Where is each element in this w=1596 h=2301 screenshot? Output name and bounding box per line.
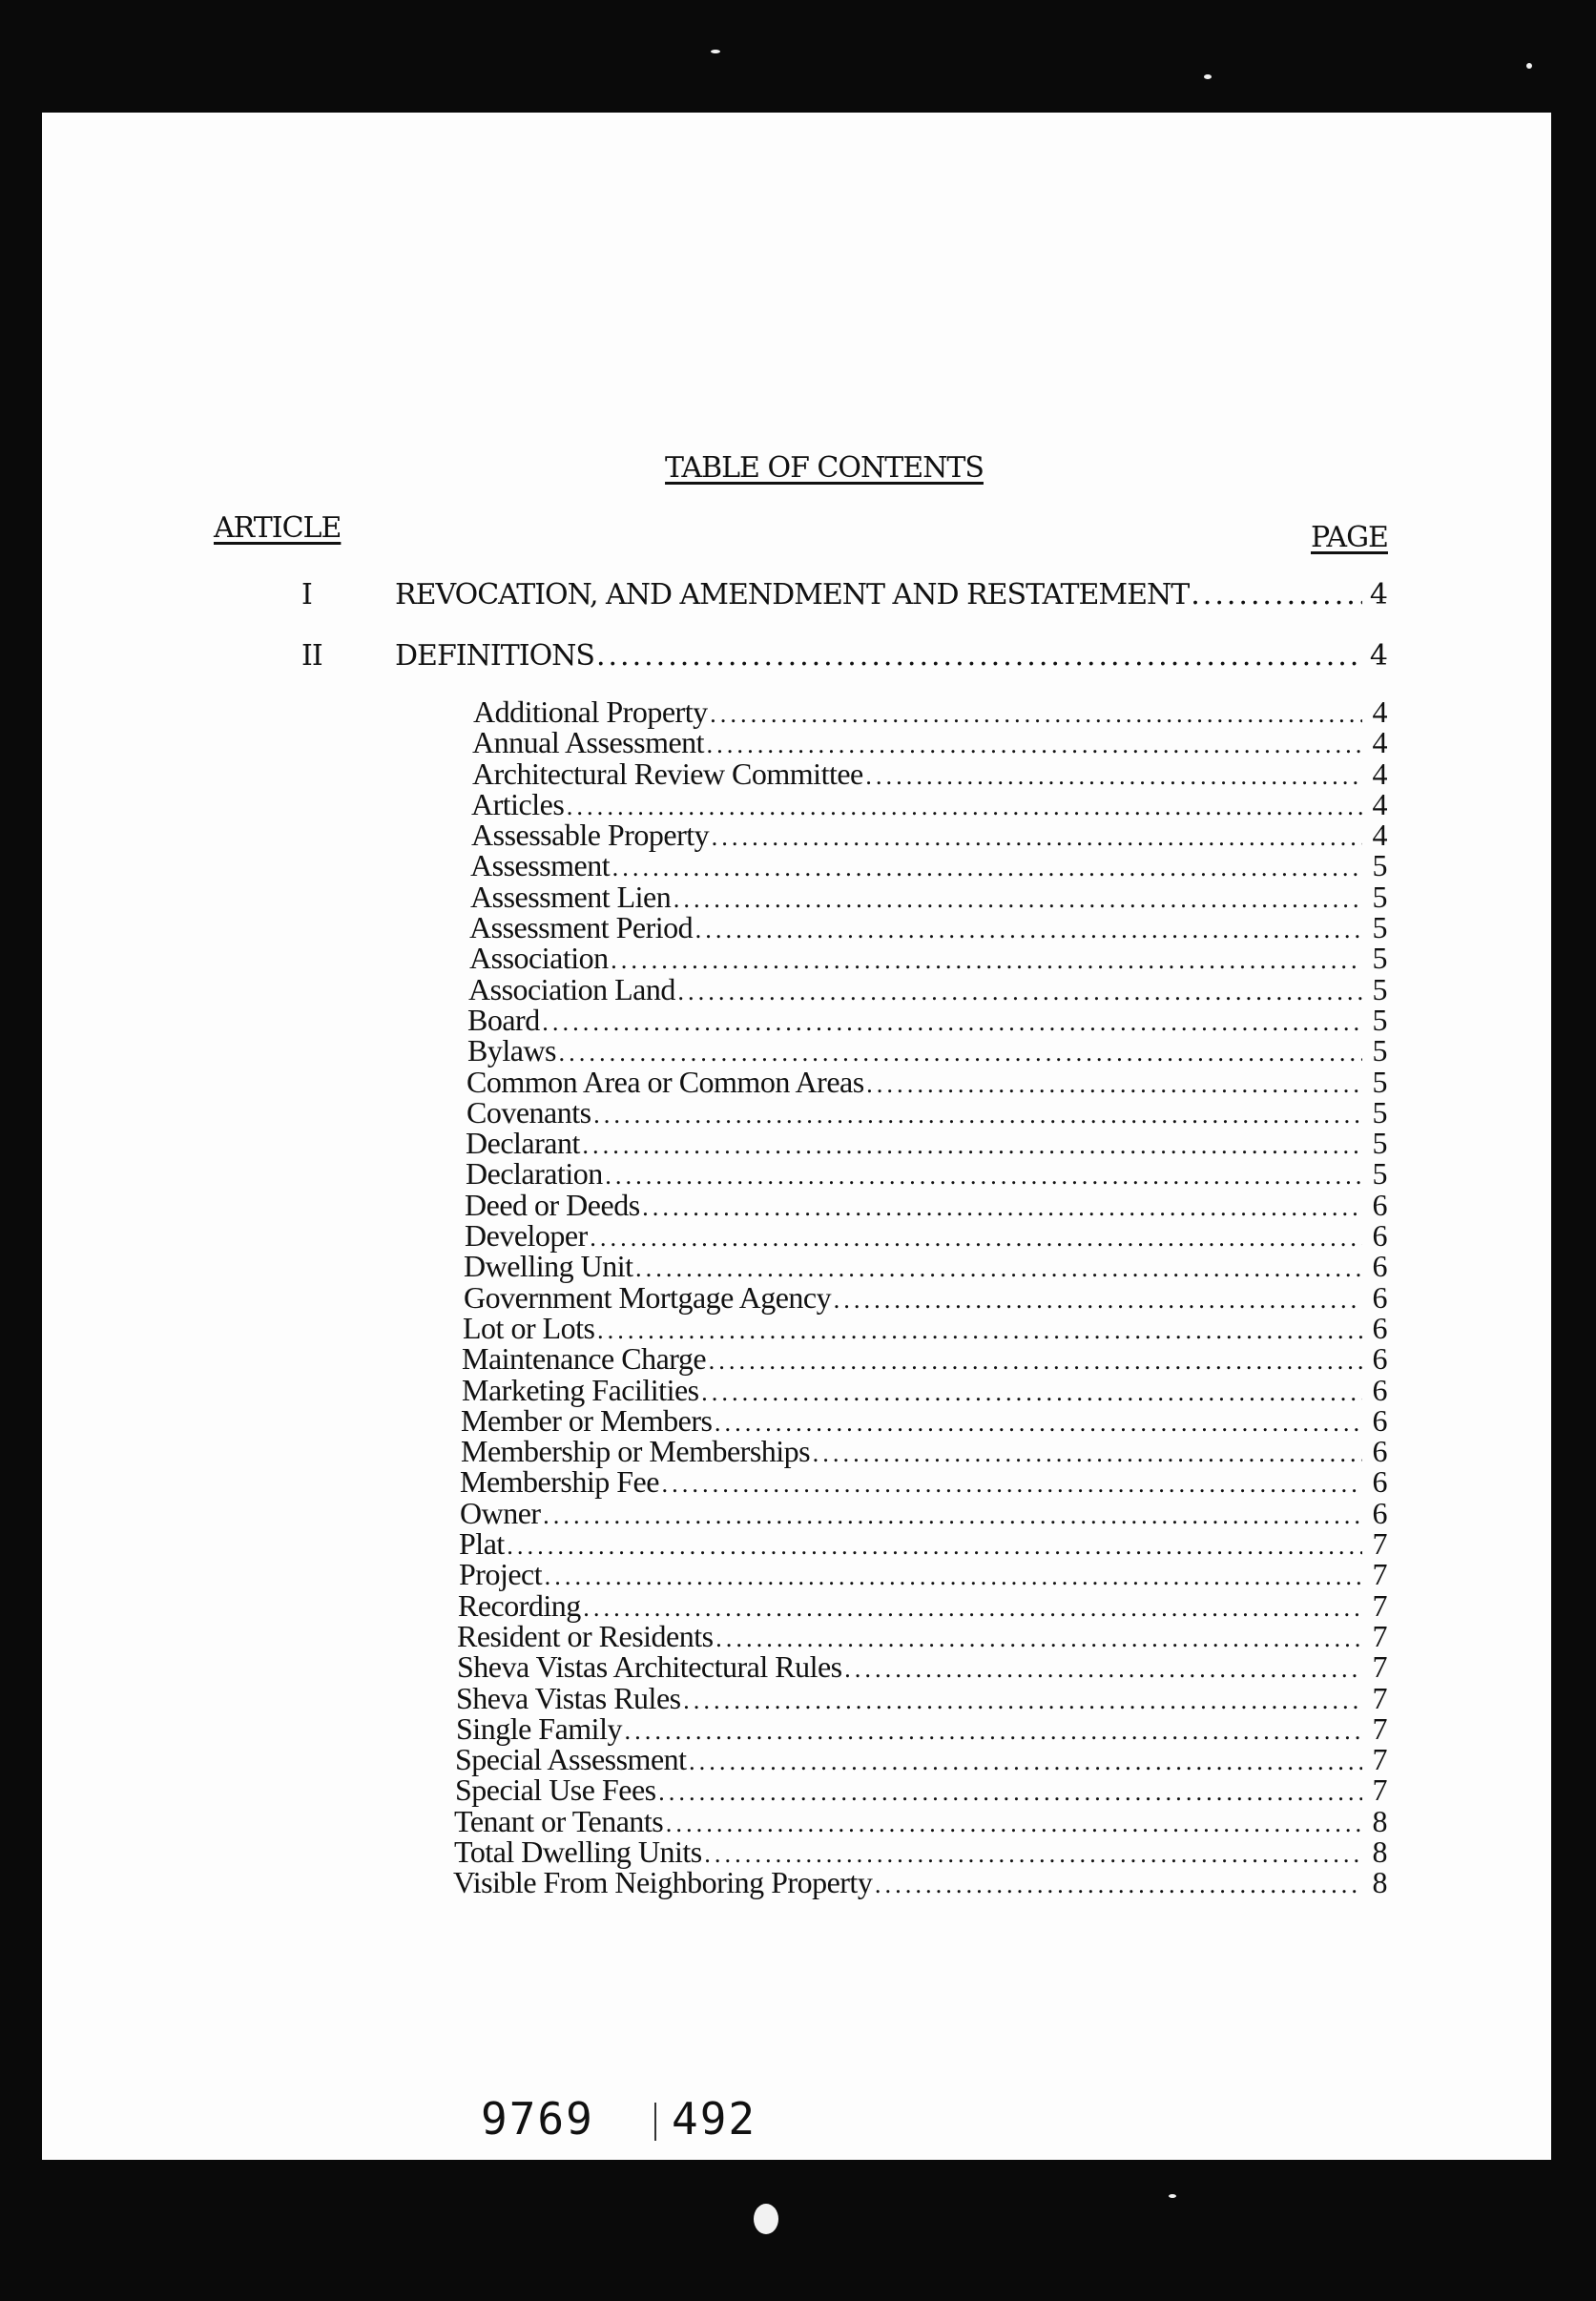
definition-row [473, 696, 1387, 727]
dot-leader [596, 1316, 1362, 1346]
definition-page: 5 [1372, 1094, 1387, 1130]
definition-page: 5 [1372, 848, 1387, 883]
definition-label: Marketing Facilities [462, 1372, 699, 1407]
definition-label: Special Use Fees [455, 1772, 656, 1808]
definition-page: 7 [1372, 1680, 1387, 1715]
definition-label: Member or Members [461, 1402, 713, 1438]
definition-label: Association [469, 941, 609, 976]
dot-leader [624, 1716, 1362, 1747]
definition-label: Membership or Memberships [461, 1434, 811, 1469]
definition-page: 6 [1372, 1402, 1387, 1438]
definition-page: 7 [1372, 1742, 1387, 1777]
dot-leader [642, 1192, 1362, 1223]
definition-row [460, 1495, 1387, 1530]
definition-label: Annual Assessment [472, 725, 705, 760]
definition-label: Membership Fee [460, 1464, 659, 1500]
definition-page: 8 [1372, 1865, 1387, 1900]
definition-page: 4 [1372, 694, 1387, 729]
definition-row [459, 1526, 1387, 1562]
article-row [42, 578, 1387, 616]
definition-page: 5 [1372, 1064, 1387, 1099]
definition-page: 6 [1372, 1218, 1387, 1254]
definition-row [455, 1742, 1387, 1777]
definition-page: 7 [1372, 1587, 1387, 1623]
document-number-right: 492 [672, 2093, 757, 2145]
definition-page: 6 [1372, 1279, 1387, 1315]
definition-label: Deed or Deeds [465, 1187, 640, 1222]
definition-row [467, 1002, 1387, 1037]
number-separator [654, 2103, 656, 2141]
article-number: I [301, 578, 312, 612]
definition-row [458, 1587, 1387, 1623]
definition-row [454, 1836, 1387, 1867]
dot-leader [665, 1809, 1362, 1839]
dot-leader [677, 977, 1362, 1007]
definition-row [462, 1372, 1387, 1407]
dot-leader [701, 1378, 1362, 1408]
definition-page: 5 [1372, 879, 1387, 914]
dot-leader [661, 1469, 1362, 1500]
definition-row [461, 1402, 1387, 1438]
definition-row [466, 1126, 1387, 1161]
article-page: 4 [1369, 639, 1387, 673]
definition-row [463, 1310, 1387, 1345]
definition-row [466, 1156, 1387, 1192]
article-number: II [301, 639, 322, 673]
dot-leader [711, 822, 1362, 853]
dot-leader [544, 1562, 1362, 1592]
dot-leader [683, 1686, 1362, 1716]
definition-row [457, 1618, 1387, 1653]
definition-label: Plat [459, 1526, 505, 1562]
dot-leader [694, 915, 1362, 945]
definition-page: 6 [1372, 1187, 1387, 1222]
definition-page: 6 [1372, 1341, 1387, 1377]
definition-page: 7 [1372, 1526, 1387, 1562]
article-row [42, 639, 1387, 677]
definition-page: 5 [1372, 1002, 1387, 1037]
definition-label: Tenant or Tenants [454, 1803, 664, 1838]
dot-leader [590, 1223, 1362, 1254]
dot-leader [542, 1007, 1362, 1038]
definition-row [460, 1464, 1387, 1500]
scan-speck [754, 2204, 778, 2234]
dot-leader [582, 1130, 1362, 1161]
definition-page: 4 [1372, 725, 1387, 760]
definition-page: 7 [1372, 1649, 1387, 1685]
document-number-left: 9769 [481, 2093, 594, 2145]
definition-page: 5 [1372, 1033, 1387, 1068]
dot-leader [611, 853, 1362, 883]
definition-row [466, 1064, 1387, 1099]
definition-row [472, 725, 1387, 760]
definition-row [453, 1865, 1387, 1900]
definition-label: Declaration [466, 1156, 603, 1192]
definition-label: Assessment Period [469, 910, 694, 945]
definition-label: Developer [465, 1218, 588, 1254]
dot-leader [874, 1870, 1362, 1900]
definition-label: Covenants [466, 1094, 591, 1130]
definition-page: 6 [1372, 1372, 1387, 1407]
scan-speck [1204, 74, 1212, 79]
definition-label: Resident or Residents [457, 1618, 714, 1653]
definition-row [471, 786, 1387, 821]
definition-label: Common Area or Common Areas [466, 1064, 864, 1099]
dot-leader [1191, 578, 1362, 612]
definition-page: 6 [1372, 1464, 1387, 1500]
dot-leader [605, 1161, 1362, 1192]
definition-page: 5 [1372, 971, 1387, 1006]
definition-label: Association Land [468, 971, 675, 1006]
definition-label: Lot or Lots [463, 1310, 595, 1345]
definition-page: 6 [1372, 1495, 1387, 1530]
definition-row [464, 1279, 1387, 1315]
scan-speck [1526, 63, 1532, 69]
definition-label: Architectural Review Committee [472, 756, 863, 791]
definition-row [454, 1803, 1387, 1838]
definition-page: 4 [1372, 818, 1387, 853]
article-column-header: ARTICLE [214, 511, 342, 545]
definition-row [471, 818, 1387, 853]
definition-label: Bylaws [467, 1033, 556, 1068]
definition-row [461, 1434, 1387, 1469]
definition-row [462, 1341, 1387, 1377]
definition-page: 6 [1372, 1434, 1387, 1469]
toc-title: TABLE OF CONTENTS [665, 451, 984, 485]
definition-label: Recording [458, 1587, 581, 1623]
definition-page: 7 [1372, 1618, 1387, 1653]
definition-label: Sheva Vistas Rules [456, 1680, 681, 1715]
definition-row [459, 1557, 1387, 1592]
definition-row [465, 1187, 1387, 1222]
definition-row [464, 1249, 1387, 1284]
dot-leader [543, 1501, 1362, 1531]
definition-label: Assessment [470, 848, 611, 883]
definition-page: 7 [1372, 1772, 1387, 1808]
dot-leader [611, 945, 1362, 976]
article-page: 4 [1369, 578, 1387, 612]
dot-leader [708, 1346, 1362, 1377]
definition-row [467, 1035, 1387, 1066]
definition-row [470, 850, 1387, 881]
definition-row [456, 1680, 1387, 1715]
dot-leader [593, 1100, 1362, 1130]
document-page [42, 113, 1551, 2160]
definition-label: Visible From Neighboring Property [453, 1865, 873, 1900]
dot-leader [833, 1285, 1362, 1316]
definition-page: 5 [1372, 941, 1387, 976]
dot-leader [866, 1069, 1362, 1100]
definition-label: Assessable Property [471, 818, 710, 853]
article-title: DEFINITIONS [395, 639, 594, 673]
definition-label: Government Mortgage Agency [464, 1279, 832, 1315]
definition-label: Single Family [456, 1710, 622, 1746]
dot-leader [710, 699, 1362, 730]
dot-leader [507, 1531, 1362, 1562]
definition-page: 7 [1372, 1557, 1387, 1592]
definition-row [470, 881, 1387, 912]
dot-leader [689, 1747, 1362, 1777]
definition-page: 5 [1372, 1126, 1387, 1161]
definition-label: Project [459, 1557, 543, 1592]
definition-label: Total Dwelling Units [454, 1834, 702, 1869]
article-title: REVOCATION, AND AMENDMENT AND RESTATEMENT [395, 578, 1190, 612]
definition-page: 5 [1372, 1156, 1387, 1192]
definition-row [468, 971, 1387, 1006]
definition-page: 7 [1372, 1710, 1387, 1746]
definition-label: Maintenance Charge [462, 1341, 707, 1377]
scan-speck [711, 50, 720, 53]
definition-page: 8 [1372, 1803, 1387, 1838]
dot-leader [865, 761, 1362, 792]
page-column-header: PAGE [1311, 521, 1388, 554]
definition-row [465, 1218, 1387, 1254]
definitions-list [453, 694, 1387, 1900]
dot-leader [714, 1408, 1362, 1439]
definition-label: Owner [460, 1495, 541, 1530]
definition-label: Declarant [466, 1126, 580, 1161]
definition-label: Special Assessment [455, 1742, 687, 1777]
dot-leader [673, 884, 1362, 915]
definition-label: Sheva Vistas Architectural Rules [457, 1649, 842, 1685]
definition-page: 6 [1372, 1249, 1387, 1284]
definition-row [456, 1710, 1387, 1746]
dot-leader [812, 1439, 1362, 1469]
definition-page: 5 [1372, 910, 1387, 945]
definition-row [466, 1094, 1387, 1130]
dot-leader [596, 639, 1362, 673]
dot-leader [844, 1654, 1362, 1685]
dot-leader [658, 1777, 1362, 1808]
definition-label: Dwelling Unit [464, 1249, 633, 1284]
definition-row [457, 1649, 1387, 1685]
definition-label: Articles [471, 786, 565, 821]
definition-label: Additional Property [473, 694, 708, 729]
definition-page: 8 [1372, 1834, 1387, 1869]
definition-row [472, 758, 1387, 789]
definition-page: 4 [1372, 756, 1387, 791]
definition-label: Assessment Lien [470, 879, 672, 914]
scan-speck [1169, 2194, 1176, 2198]
definition-page: 6 [1372, 1310, 1387, 1345]
definition-row [469, 912, 1387, 943]
definition-row [455, 1772, 1387, 1808]
definition-row [469, 941, 1387, 976]
definition-label: Board [467, 1002, 540, 1037]
definition-page: 4 [1372, 786, 1387, 821]
